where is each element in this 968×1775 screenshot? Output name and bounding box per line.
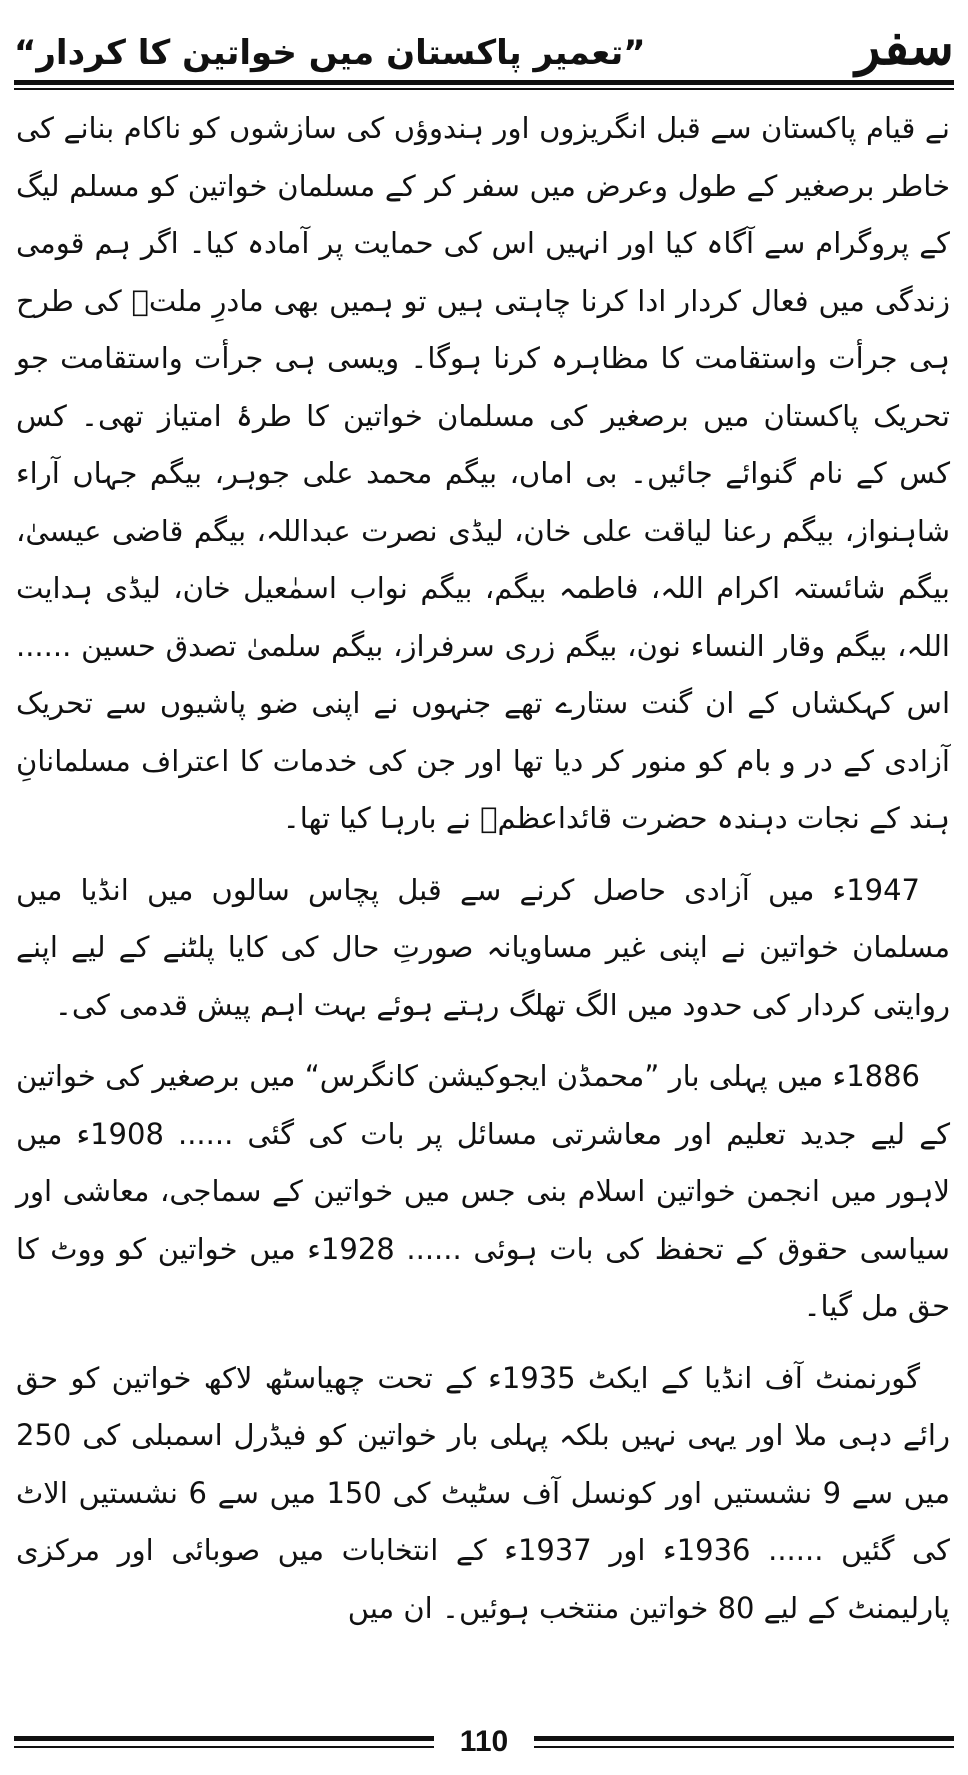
running-title: سفر [855,16,954,77]
paragraph-3: 1886ء میں پہلی بار ”محمڈن ایجوکیشن کانگرس“ میں برصغیر کی خواتین کے لیے جدید تعلیم اور معاشرتی مسائل پر بات کی گئی ...... 1908ء میں لاہور میں انجمن خواتین اسلام بنی جس میں خواتین کے سماجی، معاشی اور سیاسی حقوق کے تحفظ کی بات ہوئی ...... 1928ء میں خواتین کو ووٹ کا حق مل گیا۔ [16,1059,950,1323]
footer-rule-left [14,1736,434,1748]
page-footer [14,1722,954,1762]
header-rule [14,80,954,90]
chapter-title: ”تعمیر پاکستان میں خواتین کا کردار“ [14,33,646,73]
body-text [16,100,950,1690]
page-number: 110 [459,1725,509,1758]
footer-rule-right [534,1736,954,1748]
page-header [14,14,954,76]
paragraph-4: گورنمنٹ آف انڈیا کے ایکٹ 1935ء کے تحت چھیاسٹھ لاکھ خواتین کو حق رائے دہی ملا اور یہی نہیں بلکہ پہلی بار خواتین کو فیڈرل اسمبلی کی 250 میں سے 9 نشستیں اور کونسل آف سٹیٹ کی 150 میں سے 6 نشستیں الاٹ کی گئیں ...... 1936ء اور 1937ء کے انتخابات میں صوبائی اور مرکزی پارلیمنٹ کے لیے 80 خواتین منتخب ہوئیں۔ ان میں [16,1360,950,1625]
paragraph-2: 1947ء میں آزادی حاصل کرنے سے قبل پچاس سالوں میں انڈیا میں مسلمان خواتین نے اپنی غیر مساویانہ صورتِ حال کی کایا پلٹنے کے لیے اپنے روایتی کردار کی حدود میں الگ تھلگ رہتے ہوئے بہت اہم پیش قدمی کی۔ [16,872,950,1022]
paragraph-1: نے قیام پاکستان سے قبل انگریزوں اور ہندوؤں کی سازشوں کو ناکام بنانے کی خاطر برصغیر کے طول وعرض میں سفر کر کے مسلمان خواتین کو مسلم لیگ کے پروگرام سے آگاہ کیا اور انہیں اس کی حمایت پر آمادہ کیا۔ اگر ہم قومی زندگی میں فعال کردار ادا کرنا چاہتی ہیں تو ہمیں بھی مادرِ ملتؒ کی طرح ہی جرأت واستقامت کا مظاہرہ کرنا ہوگا۔ ویسی ہی جرأت واستقامت جو تحریک پاکستان میں برصغیر کی مسلمان خواتین کا طرۂ امتیاز تھی۔ کس کس کے نام گنوائے جائیں۔ بی اماں، بیگم محمد علی جوہر، بیگم جہاں آراء شاہنواز، بیگم رعنا لیاقت علی خان، لیڈی نصرت عبداللہ، بیگم قاضی عیسیٰ، بیگم شائستہ اکرام اللہ، فاطمہ بیگم، بیگم نواب اسمٰعیل خان، لیڈی ہدایت اللہ، بیگم وقار النساء نون، بیگم زری سرفراز، بیگم سلمیٰ تصدق حسین ...... اس کہکشاں کے ان گنت ستارے تھے جنہوں نے اپنی ضو پاشیوں سے تحریک آزادی کے در و بام کو منور کر دیا تھا اور جن کی خدمات کا اعتراف مسلمانانِ ہند کے نجات دہندہ حضرت قائداعظمؒ نے بارہا کیا تھا۔ [16,111,950,835]
